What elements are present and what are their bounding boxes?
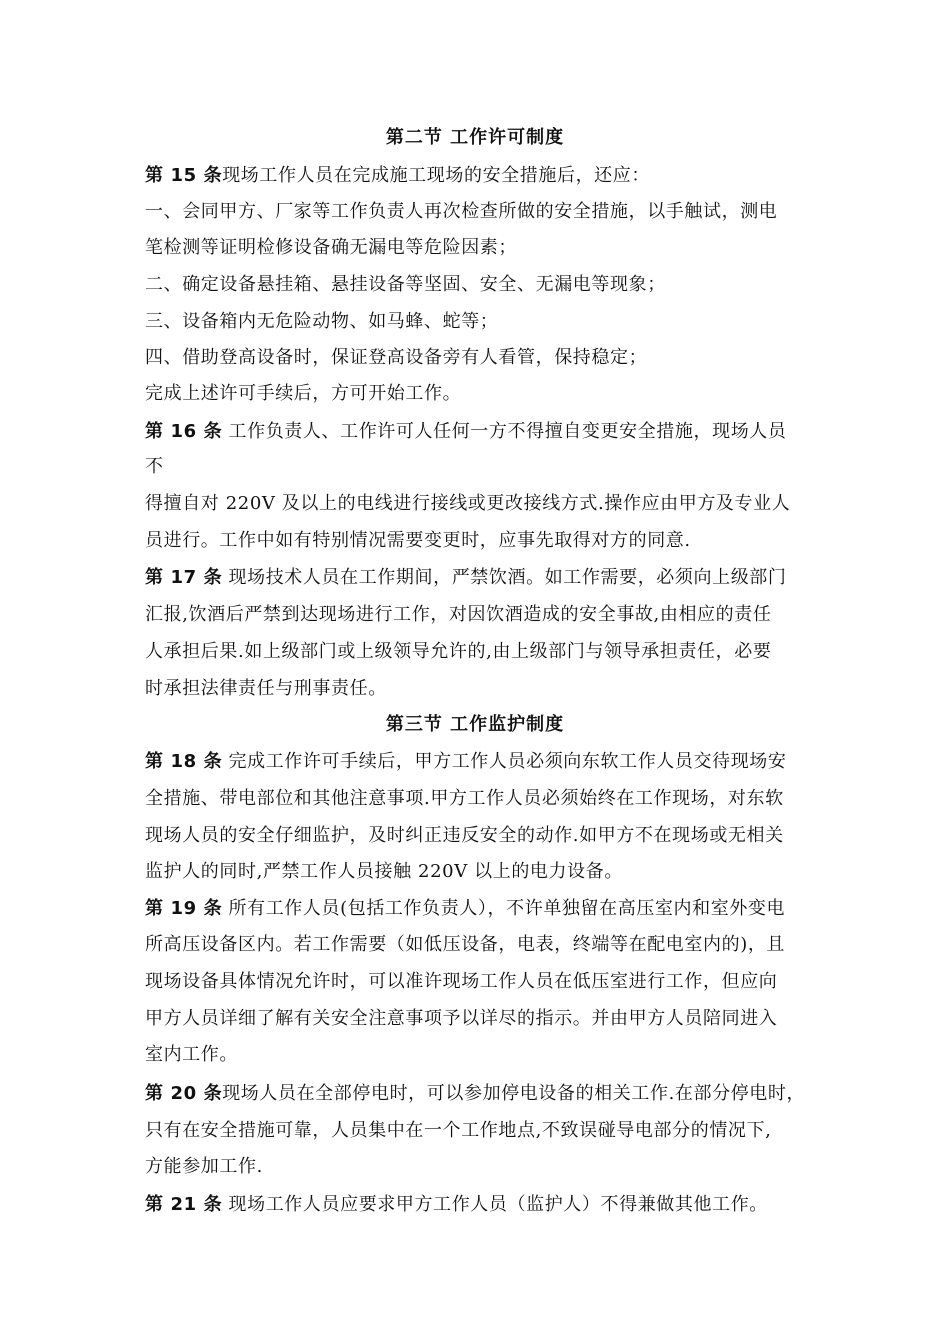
article-17-line-4: 时承担法律责任与刑事责任。 <box>145 678 387 699</box>
article-19-line-5: 室内工作。 <box>145 1044 238 1065</box>
article-19-line-1 <box>145 897 825 921</box>
article-16-line-1 <box>145 420 825 444</box>
article-18-line-2: 全措施、带电部位和其他注意事项.甲方工作人员必须始终在工作现场，对东软 <box>145 788 784 809</box>
section-heading-3: 第三节 工作监护制度 <box>385 714 565 735</box>
article-15-line-7: 完成上述许可手续后，方可开始工作。 <box>145 383 462 404</box>
article-17-line-1 <box>145 566 825 590</box>
article-text: 现场技术人员在工作期间，严禁饮酒。如工作需要，必须向上级部门 <box>222 567 787 588</box>
article-20-line-1 <box>145 1082 825 1106</box>
section-heading-2: 第二节 工作许可制度 <box>385 127 565 148</box>
article-18-line-4: 监护人的同时,严禁工作人员接触 220V 以上的电力设备。 <box>145 861 623 882</box>
article-17-line-3: 人承担后果.如上级部门或上级领导允许的,由上级部门与领导承担责任，必要 <box>145 641 772 662</box>
article-text: 现场工作人员应要求甲方工作人员（监护人）不得兼做其他工作。 <box>222 1194 768 1215</box>
article-16-line-4: 员进行。工作中如有特别情况需要变更时，应事先取得对方的同意. <box>145 530 691 551</box>
article-15-line-3: 笔检测等证明检修设备确无漏电等危险因素； <box>145 237 517 258</box>
article-20-line-2: 只有在安全措施可靠，人员集中在一个工作地点,不致误碰导电部分的情况下, <box>145 1120 772 1141</box>
article-19-line-3: 现场设备具体情况允许时，可以准许现场工作人员在低压室进行工作，但应向 <box>145 971 778 992</box>
article-text: 工作负责人、工作许可人任何一方不得擅自变更安全措施，现场人员 <box>222 421 787 442</box>
article-18-line-1 <box>145 750 825 774</box>
article-16-line-3: 得擅自对 220V 及以上的电线进行接线或更改接线方式.操作应由甲方及专业人 <box>145 493 791 514</box>
article-label: 第 20 条 <box>145 1083 223 1104</box>
article-label: 第 15 条 <box>145 165 223 186</box>
article-text: 现场人员在全部停电时，可以参加停电设备的相关工作.在部分停电时， <box>222 1083 806 1104</box>
article-15-line-4: 二、确定设备悬挂箱、悬挂设备等坚固、安全、无漏电等现象； <box>145 274 666 295</box>
article-17-line-2: 汇报,饮酒后严禁到达现场进行工作，对因饮酒造成的安全事故,由相应的责任 <box>145 604 772 625</box>
article-label: 第 16 条 <box>145 421 223 442</box>
article-label: 第 18 条 <box>145 751 223 772</box>
article-text: 现场工作人员在完成施工现场的安全措施后，还应： <box>222 165 650 186</box>
article-15-line-5: 三、设备箱内无危险动物、如马蜂、蛇等； <box>145 311 499 332</box>
article-15-line-6: 四、借助登高设备时，保证登高设备旁有人看管，保持稳定； <box>145 347 648 368</box>
article-text: 完成工作许可手续后，甲方工作人员必须向东软工作人员交待现场安 <box>222 751 787 772</box>
article-15-line-1 <box>145 164 825 188</box>
article-19-line-4: 甲方人员详细了解有关安全注意事项予以详尽的指示。并由甲方人员陪同进入 <box>145 1008 778 1029</box>
article-20-line-3: 方能参加工作. <box>145 1156 263 1177</box>
article-text: 所有工作人员(包括工作负责人），不许单独留在高压室内和室外变电 <box>222 898 786 919</box>
article-label: 第 17 条 <box>145 567 223 588</box>
article-15-line-2: 一、会同甲方、厂家等工作负责人再次检查所做的安全措施，以手触试，测电 <box>145 201 778 222</box>
article-21-line-1 <box>145 1193 825 1217</box>
article-16-line-2: 不 <box>145 456 164 477</box>
article-label: 第 21 条 <box>145 1194 223 1215</box>
article-18-line-3: 现场人员的安全仔细监护，及时纠正违反安全的动作.如甲方不在现场或无相关 <box>145 825 784 846</box>
article-19-line-2: 所高压设备区内。若工作需要（如低压设备，电表，终端等在配电室内的)，且 <box>145 934 786 955</box>
article-label: 第 19 条 <box>145 898 223 919</box>
